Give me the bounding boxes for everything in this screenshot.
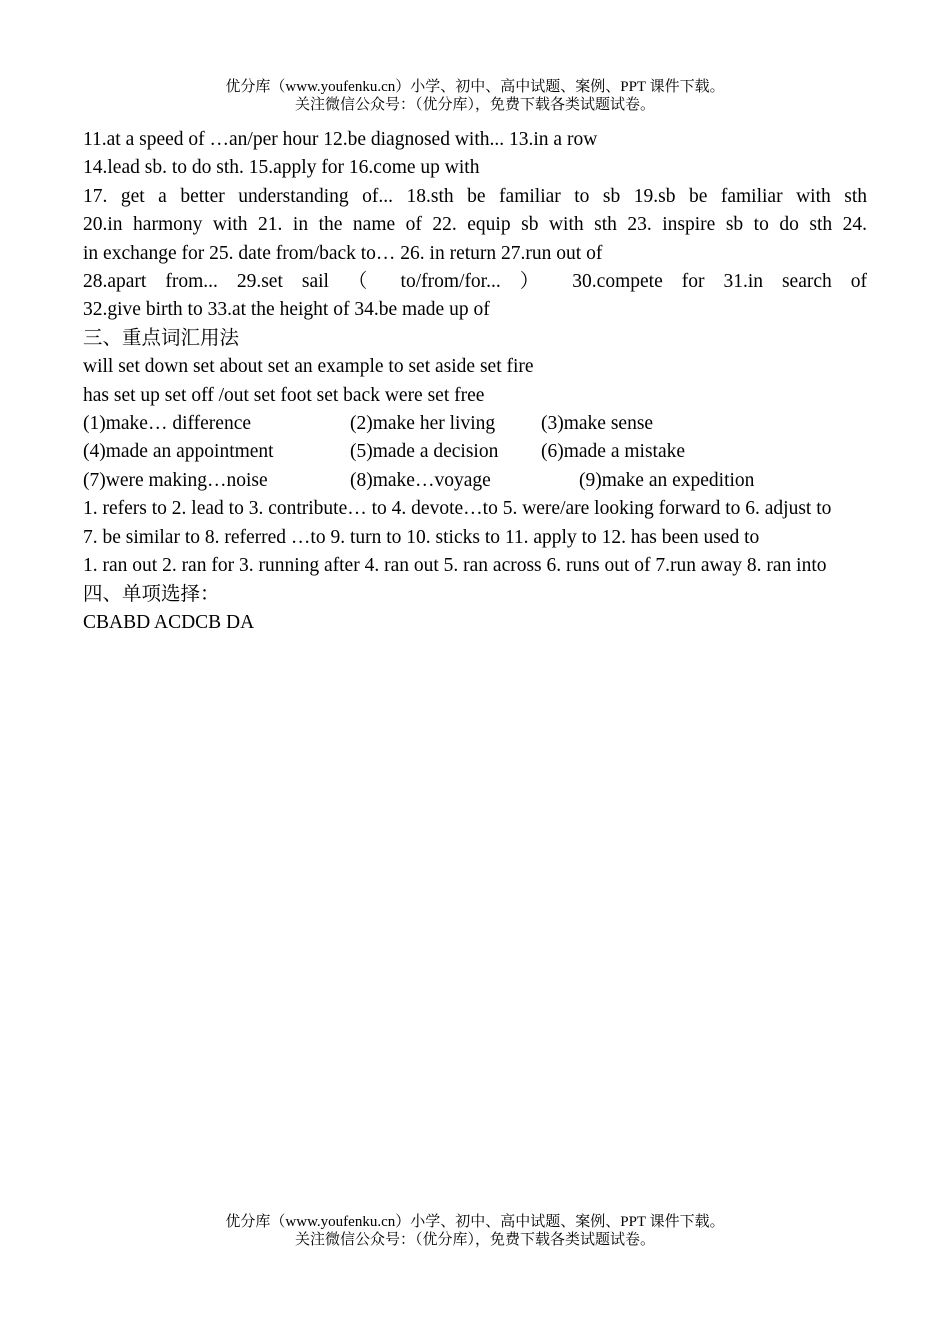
make-item: (4)made an appointment — [83, 441, 274, 463]
section-title-vocabulary: 三、重点词汇用法 — [83, 327, 240, 349]
make-item: (7)were making…noise — [83, 469, 268, 491]
make-item: (3)make sense — [541, 413, 654, 435]
set-phrase-line: will set down set about set an example to set aside set fire — [83, 356, 534, 378]
make-item: (9)make an expedition — [579, 469, 755, 491]
section-title-multiple-choice: 四、单项选择： — [83, 583, 220, 605]
make-item: (5)made a decision — [350, 441, 499, 463]
to-phrase-line: 7. be similar to 8. referred …to 9. turn to 10. sticks to 11. apply to 12. has been used to — [83, 526, 760, 548]
header-line-1: 优分库（www.youfenku.cn）小学、初中、高中试题、案例、PPT 课件下载。 — [225, 79, 725, 95]
phrase-line: 11.at a speed of …an/per hour 12.be diagnosed with... 13.in a row — [83, 129, 598, 150]
make-item: (1)make… difference — [83, 413, 252, 435]
set-phrase-line: has set up set off /out set foot set back were set free — [83, 384, 485, 406]
to-phrase-paragraph: 1. refers to 2. lead to 3. contribute… to 4. devote…to 5. were/are looking forward to 6. adjust to — [83, 498, 832, 520]
phrase-line: 20.in harmony with 21. in the name of 22. equip sb with sth 23. inspire sb to do sth 24. — [83, 214, 867, 236]
header-line-2: 关注微信公众号：（优分库），免费下载各类试题试卷。 — [294, 97, 655, 113]
make-item: (8)make…voyage — [350, 469, 491, 491]
phrase-line: 32.give birth to 33.at the height of 34.be made up of — [83, 299, 490, 321]
run-phrase-paragraph: 1. ran out 2. ran for 3. running after 4. ran out 5. ran across 6. runs out of 7.run away 8. ran into — [83, 555, 827, 577]
phrase-line: 14.lead sb. to do sth. 15.apply for 16.come up with — [83, 157, 480, 179]
answer-key: CBABD ACDCB DA — [83, 611, 255, 633]
page-header — [0, 78, 950, 114]
footer-line-1: 优分库（www.youfenku.cn）小学、初中、高中试题、案例、PPT 课件下载。 — [225, 1214, 725, 1230]
phrase-line: 17. get a better understanding of... 18.sth be familiar to sb 19.sb be familiar with sth — [83, 185, 867, 207]
make-row — [83, 410, 867, 438]
document-body — [83, 126, 867, 637]
footer-line-2: 关注微信公众号：（优分库），免费下载各类试题试卷。 — [294, 1232, 655, 1248]
make-item: (2)make her living — [350, 413, 496, 435]
make-item: (6)made a mistake — [541, 441, 686, 463]
make-row — [83, 467, 867, 495]
page-footer — [0, 1213, 950, 1249]
phrase-line: in exchange for 25. date from/back to… 26. in return 27.run out of — [83, 242, 603, 264]
phrase-line: 28.apart from... 29.set sail （ to/from/for... ） 30.compete for 31.in search of — [83, 271, 867, 293]
make-row — [83, 438, 867, 466]
